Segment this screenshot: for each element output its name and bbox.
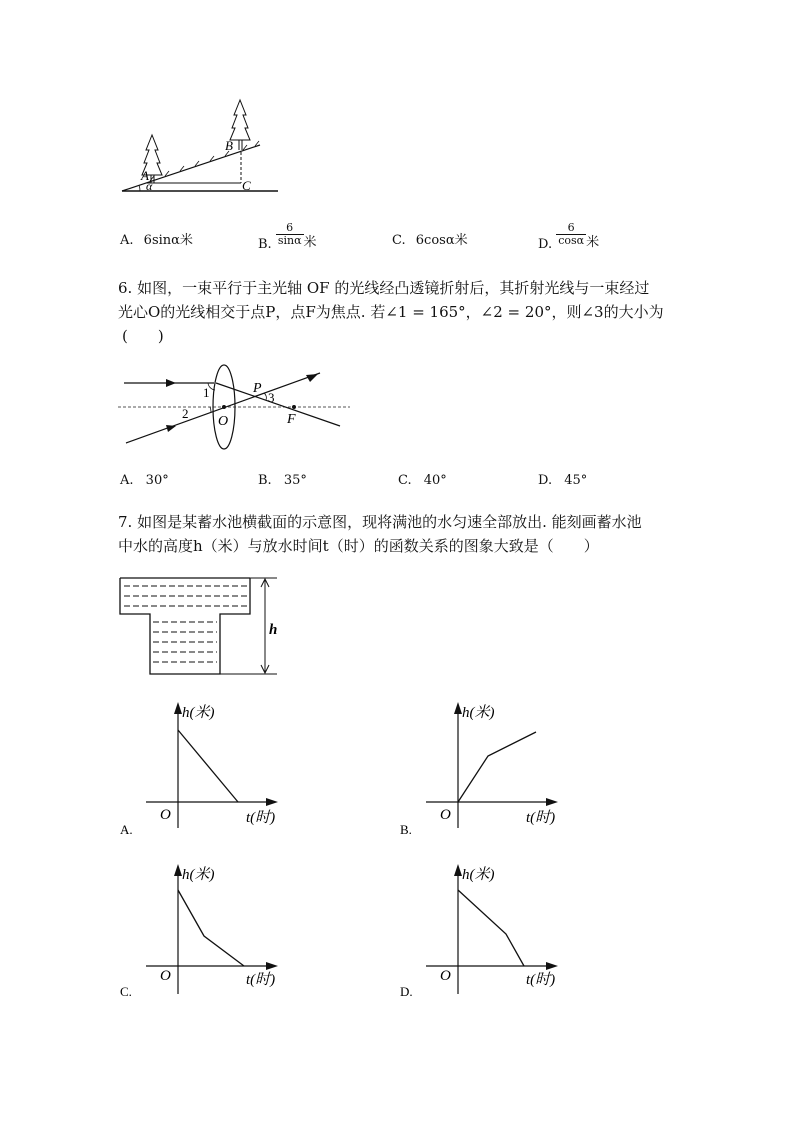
- fraction-denominator: cosα: [558, 234, 585, 247]
- option-letter: D.: [400, 984, 413, 999]
- option-unit: 米: [586, 235, 600, 250]
- point-o-label: O: [218, 414, 229, 429]
- slope-figure: [110, 95, 285, 200]
- angle-1-label: 1: [203, 385, 210, 400]
- graph-c-curve: [178, 890, 244, 966]
- angle-2-label: 2: [182, 406, 189, 421]
- origin-label: O: [160, 968, 171, 984]
- point-f-label: F: [287, 412, 296, 427]
- option-value: 35°: [283, 473, 307, 488]
- option-expr: 6cosα米: [415, 233, 468, 248]
- label-a: A: [141, 168, 149, 183]
- option-letter: B.: [400, 822, 412, 837]
- graph-b[interactable]: [398, 698, 578, 838]
- q6-option-d[interactable]: [538, 470, 587, 492]
- q5-option-d[interactable]: [538, 222, 599, 256]
- option-letter: D.: [538, 237, 553, 252]
- origin-label: O: [160, 807, 171, 823]
- origin-label: O: [440, 968, 451, 984]
- fraction: [556, 222, 586, 247]
- x-axis-label: t(时): [526, 972, 556, 988]
- option-letter: D.: [538, 473, 553, 488]
- q5-option-b[interactable]: [258, 222, 317, 256]
- origin-label: O: [440, 807, 451, 823]
- fraction-numerator: 6: [556, 222, 586, 235]
- option-letter: B.: [258, 237, 272, 252]
- lens-figure: [118, 363, 358, 453]
- q6-option-c[interactable]: [398, 470, 447, 492]
- y-axis-label: h(米): [462, 867, 495, 883]
- q6-line-1: 6. 如图，一束平行于主光轴 OF 的光线经凸透镜折射后，其折射光线与一束经过: [118, 279, 650, 297]
- q7-line-2: 中水的高度h（米）与放水时间t（时）的函数关系的图象大致是（ ）: [118, 537, 599, 555]
- option-value: 40°: [423, 473, 447, 488]
- q5-option-a[interactable]: [120, 230, 193, 252]
- option-letter: A.: [120, 233, 134, 248]
- label-c: C: [242, 178, 251, 193]
- x-axis-label: t(时): [526, 810, 556, 826]
- option-letter: A.: [120, 822, 133, 837]
- q6-answer-blank: ( ): [122, 327, 164, 345]
- x-axis-label: t(时): [246, 810, 276, 826]
- q7-line-1: 7. 如图是某蓄水池横截面的示意图，现将满池的水匀速全部放出. 能刻画蓄水池: [118, 513, 642, 531]
- graph-d[interactable]: [398, 860, 578, 1000]
- q5-option-c[interactable]: [392, 230, 468, 252]
- label-alpha: α: [146, 179, 153, 193]
- q6-line-2: 光心O的光线相交于点P，点F为焦点. 若∠1 = 165°，∠2 = 20°，则∠3的大小为: [118, 303, 664, 321]
- graph-a[interactable]: [118, 698, 298, 838]
- graph-c[interactable]: [118, 860, 298, 1000]
- option-letter: C.: [398, 473, 412, 488]
- point-p-label: P: [253, 381, 262, 396]
- option-value: 30°: [145, 473, 169, 488]
- option-unit: 米: [303, 235, 317, 250]
- q6-option-a[interactable]: [120, 470, 169, 492]
- fraction-numerator: 6: [276, 222, 304, 235]
- fraction: [276, 222, 304, 247]
- graph-a-curve: [178, 730, 238, 802]
- option-value: 45°: [564, 473, 588, 488]
- label-b: B: [225, 138, 233, 153]
- angle-3-label: 3: [268, 390, 275, 405]
- tank-figure: [115, 572, 290, 680]
- option-expr: 6sinα米: [143, 233, 193, 248]
- option-letter: A.: [120, 473, 134, 488]
- graph-b-curve: [458, 732, 536, 802]
- y-axis-label: h(米): [462, 705, 495, 721]
- graph-d-curve: [458, 890, 524, 966]
- option-letter: B.: [258, 473, 272, 488]
- q6-option-b[interactable]: [258, 470, 307, 492]
- option-letter: C.: [392, 233, 406, 248]
- x-axis-label: t(时): [246, 972, 276, 988]
- option-letter: C.: [120, 984, 132, 999]
- y-axis-label: h(米): [182, 867, 215, 883]
- fraction-denominator: sinα: [277, 234, 302, 247]
- y-axis-label: h(米): [182, 705, 215, 721]
- tank-height-label: h: [269, 622, 278, 638]
